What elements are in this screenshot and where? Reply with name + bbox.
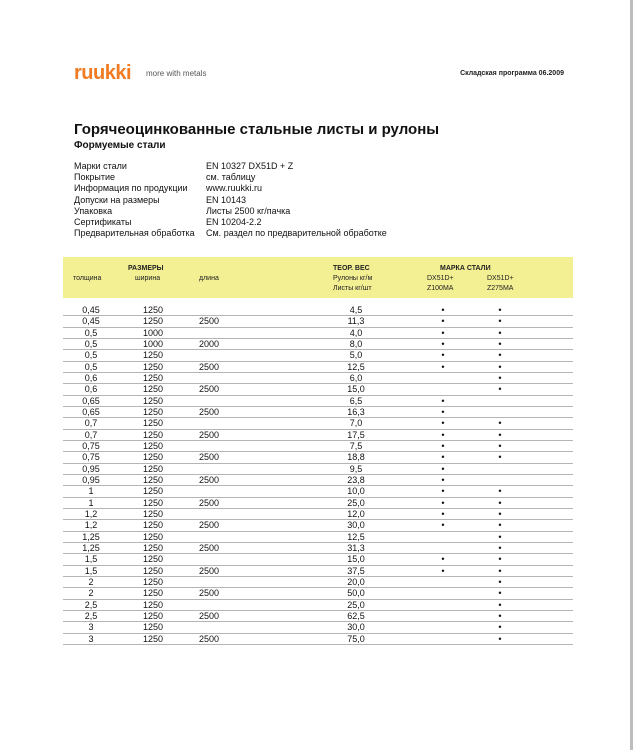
property-value: EN 10327 DX51D + Z xyxy=(206,161,294,171)
table-row xyxy=(63,509,573,520)
grade1-mark: • xyxy=(441,395,445,406)
grade1-mark: • xyxy=(441,463,445,474)
length-cell: 2500 xyxy=(199,384,220,395)
grade2-mark: • xyxy=(498,565,502,576)
grade1-mark: • xyxy=(441,327,445,338)
grade2-mark: • xyxy=(498,531,502,542)
table-row xyxy=(63,441,573,452)
table-row xyxy=(63,498,573,509)
table-body xyxy=(63,305,573,645)
weight-cell: 15,0 xyxy=(347,554,365,565)
width-cell: 1250 xyxy=(142,463,164,474)
weight-sheets-heading: Листы кг/шт xyxy=(333,285,372,292)
thickness-cell: 1,25 xyxy=(82,531,100,542)
table-row xyxy=(63,566,573,577)
grade2-mark: • xyxy=(498,610,502,621)
weight-cell: 25,0 xyxy=(347,599,365,610)
width-cell: 1250 xyxy=(142,486,164,497)
grade1-heading-a: DX51D+ xyxy=(427,275,454,282)
thickness-cell: 0,5 xyxy=(84,338,98,349)
properties-list xyxy=(74,161,387,239)
length-cell: 2500 xyxy=(199,497,220,508)
grade2-mark: • xyxy=(498,372,502,383)
property-value: см. таблицу xyxy=(206,172,256,183)
width-cell: 1250 xyxy=(142,474,164,485)
grade2-heading-b: Z275MA xyxy=(487,285,514,292)
width-cell: 1250 xyxy=(142,565,164,576)
dimensions-heading: РАЗМЕРЫ xyxy=(128,265,164,272)
table-row xyxy=(63,475,573,486)
table-row xyxy=(63,430,573,441)
grade2-mark: • xyxy=(498,508,502,519)
weight-cell: 50,0 xyxy=(347,588,365,599)
width-cell: 1250 xyxy=(142,395,164,406)
table-header xyxy=(63,257,573,298)
weight-cell: 25,0 xyxy=(347,497,365,508)
table-row xyxy=(63,611,573,622)
table-row xyxy=(63,452,573,463)
grade2-mark: • xyxy=(498,384,502,395)
table-row xyxy=(63,600,573,611)
grade1-mark: • xyxy=(441,305,445,315)
width-cell: 1250 xyxy=(142,531,164,542)
weight-cell: 12,0 xyxy=(347,508,365,519)
thickness-cell: 3 xyxy=(88,633,94,644)
grade2-mark: • xyxy=(498,576,502,587)
grade1-mark: • xyxy=(441,418,445,429)
width-cell: 1250 xyxy=(142,316,164,327)
property-row xyxy=(74,183,387,194)
weight-cell: 12,5 xyxy=(347,531,365,542)
length-cell: 2500 xyxy=(199,633,220,644)
weight-cell: 18,8 xyxy=(347,452,365,463)
weight-cell: 4,5 xyxy=(349,305,363,315)
grade1-mark: • xyxy=(441,474,445,485)
width-cell: 1000 xyxy=(142,327,164,338)
property-value: См. раздел по предварительной обработке xyxy=(206,228,387,239)
weight-cell: 12,5 xyxy=(347,361,365,372)
property-value: Листы 2500 кг/пачка xyxy=(206,205,291,216)
width-cell: 1250 xyxy=(142,452,164,463)
width-cell: 1250 xyxy=(142,406,164,417)
width-cell: 1250 xyxy=(142,372,164,383)
length-cell: 2500 xyxy=(199,406,220,417)
page-subtitle: Формуемые стали xyxy=(74,140,166,151)
width-cell: 1250 xyxy=(142,610,164,621)
width-cell: 1250 xyxy=(142,384,164,395)
page-header xyxy=(74,62,564,84)
width-cell: 1250 xyxy=(142,599,164,610)
property-row xyxy=(74,195,387,206)
table-row xyxy=(63,418,573,429)
grade2-heading-a: DX51D+ xyxy=(487,275,514,282)
width-cell: 1250 xyxy=(142,508,164,519)
property-label: Сертификаты xyxy=(74,216,132,227)
weight-cell: 6,5 xyxy=(349,395,363,406)
grade1-mark: • xyxy=(441,440,445,451)
thickness-cell: 0,45 xyxy=(82,316,100,327)
width-cell: 1250 xyxy=(142,305,164,315)
width-cell: 1250 xyxy=(142,418,164,429)
table-row xyxy=(63,373,573,384)
length-cell: 2500 xyxy=(199,316,220,327)
weight-cell: 7,5 xyxy=(349,440,363,451)
grade1-mark: • xyxy=(441,486,445,497)
grade1-heading-b: Z100MA xyxy=(427,285,454,292)
property-value: EN 10204-2.2 xyxy=(206,216,262,227)
thickness-cell: 1 xyxy=(88,497,94,508)
property-row xyxy=(74,217,387,228)
thickness-cell: 0,65 xyxy=(82,406,100,417)
grade2-mark: • xyxy=(498,588,502,599)
length-cell: 2500 xyxy=(199,588,220,599)
thickness-cell: 2,5 xyxy=(84,599,98,610)
grade1-mark: • xyxy=(441,316,445,327)
weight-cell: 6,0 xyxy=(349,372,363,383)
width-cell: 1250 xyxy=(142,576,164,587)
thickness-cell: 0,75 xyxy=(82,452,100,463)
property-label: Упаковка xyxy=(74,205,113,216)
grade2-mark: • xyxy=(498,418,502,429)
thickness-cell: 0,5 xyxy=(84,350,98,361)
weight-cell: 7,0 xyxy=(349,418,363,429)
table-row xyxy=(63,486,573,497)
weight-coils-heading: Рулоны кг/м xyxy=(333,275,373,282)
weight-cell: 20,0 xyxy=(347,576,365,587)
thickness-cell: 1,2 xyxy=(84,508,98,519)
table-row xyxy=(63,520,573,531)
table-row xyxy=(63,407,573,418)
weight-cell: 11,3 xyxy=(347,316,365,327)
thickness-cell: 1,25 xyxy=(82,542,100,553)
weight-cell: 10,0 xyxy=(347,486,365,497)
table-row xyxy=(63,350,573,361)
grade2-mark: • xyxy=(498,497,502,508)
weight-cell: 30,0 xyxy=(347,520,365,531)
length-cell: 2500 xyxy=(199,474,220,485)
width-cell: 1250 xyxy=(142,497,164,508)
weight-cell: 23,8 xyxy=(347,474,365,485)
length-cell: 2500 xyxy=(199,361,220,372)
property-label: Допуски на размеры xyxy=(74,194,160,205)
width-cell: 1000 xyxy=(142,338,164,349)
length-cell: 2500 xyxy=(199,520,220,531)
thickness-cell: 0,65 xyxy=(82,395,100,406)
width-cell: 1250 xyxy=(142,520,164,531)
width-cell: 1250 xyxy=(142,440,164,451)
length-cell: 2500 xyxy=(199,429,220,440)
property-label: Покрытие xyxy=(74,172,116,183)
table-row xyxy=(63,634,573,645)
weight-cell: 5,0 xyxy=(349,350,363,361)
width-heading: ширина xyxy=(135,275,161,282)
property-value: EN 10143 xyxy=(206,194,247,205)
thickness-cell: 0,6 xyxy=(84,372,98,383)
weight-cell: 62,5 xyxy=(347,610,365,621)
grade1-mark: • xyxy=(441,338,445,349)
grade2-mark: • xyxy=(498,305,502,315)
length-cell: 2500 xyxy=(199,542,220,553)
table-row xyxy=(63,464,573,475)
thickness-cell: 0,5 xyxy=(84,361,98,372)
table-row xyxy=(63,588,573,599)
property-label: Предварительная обработка xyxy=(74,228,195,239)
length-cell: 2500 xyxy=(199,565,220,576)
table-row xyxy=(63,577,573,588)
grade2-mark: • xyxy=(498,452,502,463)
grade2-mark: • xyxy=(498,327,502,338)
width-cell: 1250 xyxy=(142,361,164,372)
table-row xyxy=(63,554,573,565)
page-title: Горячеоцинкованные стальные листы и рулоны xyxy=(74,121,440,138)
thickness-cell: 0,95 xyxy=(82,474,100,485)
thickness-cell: 1,5 xyxy=(84,554,98,565)
table-row xyxy=(63,339,573,350)
grade-heading: МАРКА СТАЛИ xyxy=(440,265,491,272)
logo-tagline: more with metals xyxy=(146,69,207,78)
thickness-cell: 3 xyxy=(88,622,94,633)
grade1-mark: • xyxy=(441,497,445,508)
property-row xyxy=(74,161,387,172)
thickness-cell: 2 xyxy=(88,588,94,599)
table-row xyxy=(63,328,573,339)
weight-heading: ТЕОР. ВЕС xyxy=(333,265,370,272)
grade2-mark: • xyxy=(498,599,502,610)
grade2-mark: • xyxy=(498,361,502,372)
weight-cell: 17,5 xyxy=(347,429,365,440)
thickness-cell: 1 xyxy=(88,486,94,497)
length-cell: 2500 xyxy=(199,452,220,463)
thickness-cell: 0,95 xyxy=(82,463,100,474)
grade2-mark: • xyxy=(498,622,502,633)
grade1-mark: • xyxy=(441,554,445,565)
thickness-cell: 2 xyxy=(88,576,94,587)
thickness-cell: 1,5 xyxy=(84,565,98,576)
thickness-cell: 0,45 xyxy=(82,305,100,315)
thickness-cell: 0,7 xyxy=(84,429,98,440)
thickness-cell: 0,5 xyxy=(84,327,98,338)
table-row xyxy=(63,362,573,373)
property-row xyxy=(74,228,387,239)
weight-cell: 75,0 xyxy=(347,633,365,644)
width-cell: 1250 xyxy=(142,542,164,553)
program-date: Складская программа 06.2009 xyxy=(460,70,564,77)
table-row xyxy=(63,396,573,407)
grade2-mark: • xyxy=(498,486,502,497)
grade2-mark: • xyxy=(498,338,502,349)
weight-cell: 8,0 xyxy=(349,338,363,349)
length-cell: 2500 xyxy=(199,610,220,621)
grade1-mark: • xyxy=(441,452,445,463)
grade1-mark: • xyxy=(441,429,445,440)
table-row xyxy=(63,622,573,633)
weight-cell: 31,3 xyxy=(347,542,365,553)
grade2-mark: • xyxy=(498,316,502,327)
grade1-mark: • xyxy=(441,361,445,372)
width-cell: 1250 xyxy=(142,429,164,440)
thickness-cell: 2,5 xyxy=(84,610,98,621)
thickness-cell: 1,2 xyxy=(84,520,98,531)
table-row xyxy=(63,543,573,554)
width-cell: 1250 xyxy=(142,622,164,633)
grade1-mark: • xyxy=(441,520,445,531)
width-cell: 1250 xyxy=(142,350,164,361)
weight-cell: 16,3 xyxy=(347,406,365,417)
weight-cell: 4,0 xyxy=(349,327,363,338)
grade1-mark: • xyxy=(441,565,445,576)
width-cell: 1250 xyxy=(142,633,164,644)
length-heading: длина xyxy=(199,275,219,282)
width-cell: 1250 xyxy=(142,554,164,565)
weight-cell: 9,5 xyxy=(349,463,363,474)
property-label: Марки стали xyxy=(74,161,127,171)
grade2-mark: • xyxy=(498,440,502,451)
width-cell: 1250 xyxy=(142,588,164,599)
table-row xyxy=(63,305,573,316)
grade2-mark: • xyxy=(498,542,502,553)
grade1-mark: • xyxy=(441,508,445,519)
grade2-mark: • xyxy=(498,429,502,440)
grade1-mark: • xyxy=(441,350,445,361)
thickness-cell: 0,75 xyxy=(82,440,100,451)
thickness-cell: 0,6 xyxy=(84,384,98,395)
grade2-mark: • xyxy=(498,633,502,644)
property-row xyxy=(74,172,387,183)
ruukki-logo: ruukki xyxy=(74,62,132,84)
thickness-cell: 0,7 xyxy=(84,418,98,429)
weight-cell: 15,0 xyxy=(347,384,365,395)
grade2-mark: • xyxy=(498,350,502,361)
property-label: Информация по продукции xyxy=(74,183,188,194)
table-row xyxy=(63,532,573,543)
weight-cell: 37,5 xyxy=(347,565,365,576)
grade1-mark: • xyxy=(441,406,445,417)
property-row xyxy=(74,206,387,217)
length-cell: 2000 xyxy=(199,338,220,349)
table-row xyxy=(63,316,573,327)
weight-cell: 30,0 xyxy=(347,622,365,633)
table-row xyxy=(63,384,573,395)
property-value: www.ruukki.ru xyxy=(206,183,263,194)
grade2-mark: • xyxy=(498,554,502,565)
thickness-heading: толщина xyxy=(73,275,102,282)
grade2-mark: • xyxy=(498,520,502,531)
